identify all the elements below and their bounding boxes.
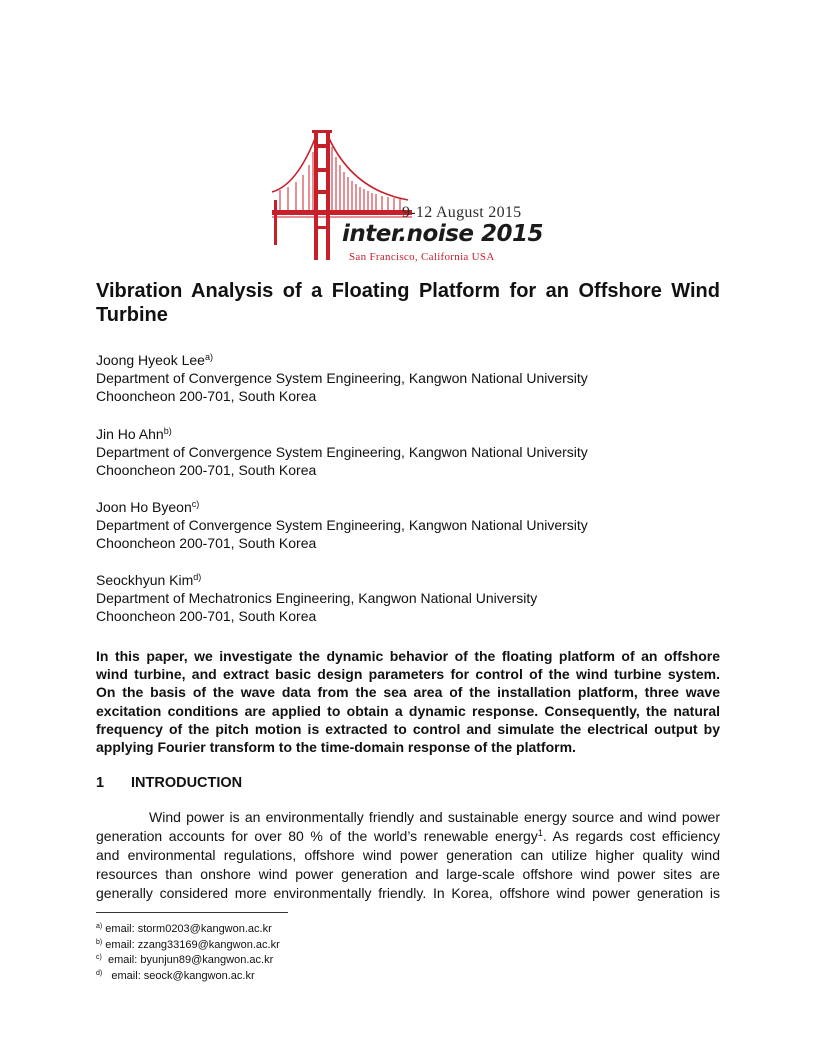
abstract-line: In this paper, we investigate the dynamic behavior of the floating platform of an offshore — [96, 648, 720, 664]
author-mark: d) — [193, 572, 202, 582]
author-affiliation: Department of Mechatronics Engineering, Kangwon National University — [96, 590, 538, 606]
author-address: Chooncheon 200-701, South Korea — [96, 388, 317, 404]
author-address: Chooncheon 200-701, South Korea — [96, 608, 317, 624]
footnotes — [96, 922, 280, 984]
author-affiliation: Department of Convergence System Engineering, Kangwon National University — [96, 370, 588, 386]
footnote-mark: b) — [96, 938, 103, 946]
footnote-mark: a) — [96, 923, 103, 930]
author-mark: c) — [191, 499, 200, 509]
author-name: Seockhyun Kim — [96, 572, 194, 588]
section-title: INTRODUCTION — [131, 775, 243, 791]
conference-name: inter.noise 2015 — [342, 221, 544, 247]
footnote-text: email: seock@kangwon.ac.kr — [111, 969, 255, 982]
body-line: Wind power is an environmentally friendly and sustainable energy source and wind power — [149, 809, 720, 825]
abstract-line: applying Fourier transform to the time-domain response of the platform. — [96, 739, 576, 756]
author-address: Chooncheon 200-701, South Korea — [96, 462, 317, 478]
footnote-mark: c) — [96, 954, 102, 961]
abstract-line: On the basis of the wave data from the sea area of the installation platform, three wave — [96, 684, 720, 701]
body-line: resources than onshore wind power generation and large-scale offshore wind power sites are — [96, 866, 720, 882]
body-line — [96, 827, 720, 846]
author-name: Joong Hyeok Lee — [96, 352, 205, 368]
conference-logo — [272, 130, 552, 265]
footnote-text: email: byunjun89@kangwon.ac.kr — [107, 954, 274, 966]
abstract-line: wind turbine, and extract basic design parameters for control of the wind turbine system. — [96, 666, 720, 683]
author-name: Jin Ho Ahn — [96, 426, 164, 442]
author-mark: a) — [204, 352, 213, 362]
author-block — [96, 351, 720, 405]
abstract — [96, 647, 720, 756]
footnote — [96, 969, 280, 985]
footnote — [96, 922, 280, 938]
body-text — [96, 808, 720, 903]
abstract-line: frequency of the pitch motion is extracted to control and simulate the electrical output by — [96, 720, 720, 737]
author-address: Chooncheon 200-701, South Korea — [96, 535, 317, 551]
conference-date: 9-12 August 2015 — [402, 204, 522, 221]
author-mark: b) — [163, 426, 172, 436]
author-name: Joon Ho Byeon — [96, 499, 192, 515]
footnote-text: email: zzang33169@kangwon.ac.kr — [105, 938, 280, 951]
footnote — [96, 953, 280, 969]
body-fragment: . As regards cost efficiency — [542, 828, 720, 844]
footnote-divider — [96, 912, 288, 913]
section-number: 1 — [96, 775, 105, 791]
author-block — [96, 571, 720, 625]
body-line: and environmental regulations, offshore wind power generation can utilize higher quality wind — [96, 847, 720, 863]
body-line: generally considered more environmentally friendly. In Korea, offshore wind power generation is — [96, 885, 720, 901]
author-affiliation: Department of Convergence System Engineering, Kangwon National University — [96, 517, 588, 533]
title-line: Vibration Analysis of a Floating Platform for an Offshore Wind — [96, 280, 720, 302]
footnote-text: email: storm0203@kangwon.ac.kr — [105, 923, 272, 935]
footnote — [96, 938, 280, 954]
abstract-line: excitation conditions are applied to obtain a dynamic response. Consequently, the natural — [96, 702, 720, 719]
author-block — [96, 425, 720, 479]
reference-mark: 1 — [537, 828, 543, 838]
title-line: Turbine — [96, 304, 168, 326]
author-block — [96, 498, 720, 552]
footnote-mark: d) — [96, 969, 103, 977]
conference-location: San Francisco, California USA — [349, 251, 495, 263]
paper-title — [96, 279, 720, 327]
body-fragment: generation accounts for over 80 % of the world’s renewable energy — [96, 828, 538, 844]
author-affiliation: Department of Convergence System Engineering, Kangwon National University — [96, 444, 588, 460]
